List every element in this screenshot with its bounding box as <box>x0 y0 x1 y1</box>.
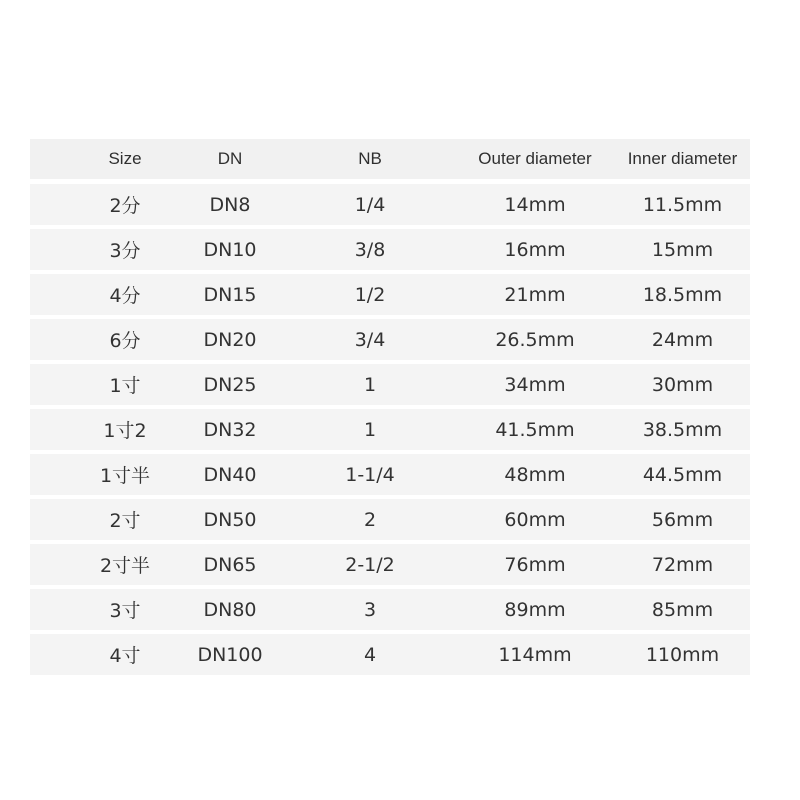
table-row <box>30 589 750 630</box>
cell-outer-diameter: 89mm <box>504 598 566 621</box>
table-row <box>30 454 750 495</box>
cell-inner-diameter: 18.5mm <box>642 283 723 306</box>
table-row <box>30 274 750 315</box>
cell-inner-diameter: 72mm <box>651 553 714 576</box>
cell-inner-diameter: 110mm <box>645 643 720 666</box>
cell-size: 3寸 <box>109 600 141 622</box>
cell-dn: DN80 <box>203 598 257 621</box>
cell-dn: DN100 <box>197 643 263 666</box>
cell-size: 6分 <box>109 330 141 352</box>
cell-size: 4寸 <box>109 645 141 667</box>
cell-nb: 3/8 <box>354 238 386 261</box>
cell-size: 2分 <box>109 195 141 217</box>
cell-nb: 1-1/4 <box>345 463 395 486</box>
cell-nb: 1/4 <box>354 193 386 216</box>
cell-size: 4分 <box>109 285 141 307</box>
table-row <box>30 184 750 225</box>
table-row <box>30 409 750 450</box>
cell-outer-diameter: 60mm <box>504 508 566 531</box>
cell-inner-diameter: 44.5mm <box>642 463 723 486</box>
header-size: Size <box>108 149 142 168</box>
header-outer-diameter: Outer diameter <box>478 149 592 168</box>
cell-nb: 1 <box>363 373 377 396</box>
cell-dn: DN10 <box>203 238 257 261</box>
header-dn: DN <box>217 149 243 168</box>
cell-nb: 1/2 <box>354 283 386 306</box>
cell-outer-diameter: 114mm <box>498 643 572 666</box>
cell-dn: DN8 <box>209 193 251 216</box>
cell-inner-diameter: 15mm <box>651 238 714 261</box>
header-nb: NB <box>358 149 382 168</box>
table-row <box>30 319 750 360</box>
cell-nb: 3 <box>363 598 377 621</box>
cell-nb: 3/4 <box>354 328 386 351</box>
cell-size: 1寸 <box>109 375 141 397</box>
cell-size: 2寸半 <box>99 555 151 577</box>
cell-dn: DN20 <box>203 328 257 351</box>
cell-outer-diameter: 76mm <box>504 553 566 576</box>
cell-outer-diameter: 14mm <box>504 193 566 216</box>
cell-dn: DN50 <box>203 508 257 531</box>
cell-inner-diameter: 30mm <box>651 373 714 396</box>
cell-dn: DN32 <box>203 418 257 441</box>
cell-inner-diameter: 38.5mm <box>642 418 723 441</box>
cell-nb: 2 <box>363 508 377 531</box>
cell-outer-diameter: 34mm <box>504 373 566 396</box>
cell-dn: DN65 <box>203 553 257 576</box>
table-row <box>30 634 750 675</box>
table-header <box>30 139 750 179</box>
table-row <box>30 364 750 405</box>
cell-inner-diameter: 56mm <box>651 508 714 531</box>
cell-outer-diameter: 16mm <box>504 238 566 261</box>
cell-nb: 2-1/2 <box>345 553 395 576</box>
table-row <box>30 229 750 270</box>
cell-size: 1寸半 <box>99 465 151 487</box>
cell-inner-diameter: 11.5mm <box>642 193 723 216</box>
cell-inner-diameter: 85mm <box>651 598 714 621</box>
cell-dn: DN25 <box>203 373 257 396</box>
cell-nb: 1 <box>363 418 377 441</box>
table-row <box>30 499 750 540</box>
cell-outer-diameter: 41.5mm <box>495 418 575 441</box>
cell-outer-diameter: 48mm <box>504 463 566 486</box>
cell-size: 1寸2 <box>103 420 147 442</box>
cell-dn: DN15 <box>203 283 257 306</box>
cell-dn: DN40 <box>203 463 257 486</box>
table-row <box>30 544 750 585</box>
pipe-size-table <box>30 139 750 679</box>
cell-inner-diameter: 24mm <box>651 328 714 351</box>
cell-outer-diameter: 26.5mm <box>495 328 575 351</box>
header-inner-diameter: Inner diameter <box>627 149 738 168</box>
cell-size: 2寸 <box>109 510 141 532</box>
cell-outer-diameter: 21mm <box>504 283 566 306</box>
cell-size: 3分 <box>109 240 141 262</box>
cell-nb: 4 <box>363 643 377 666</box>
